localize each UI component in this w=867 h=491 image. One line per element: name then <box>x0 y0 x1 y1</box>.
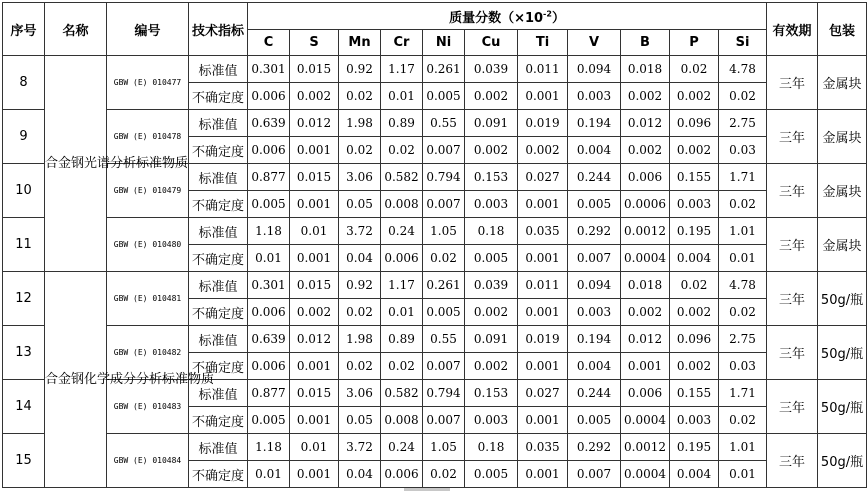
standard-value-cell: 0.012 <box>621 110 670 137</box>
standard-value-cell: 4.78 <box>719 272 767 299</box>
uncertainty-cell: 0.002 <box>465 137 518 164</box>
standard-value-cell: 0.92 <box>339 56 381 83</box>
standard-value-cell: 0.89 <box>381 326 423 353</box>
standard-value-cell: 1.01 <box>719 434 767 461</box>
header-code: 编号 <box>107 3 189 56</box>
element-header: B <box>621 30 670 56</box>
packaging-cell: 50g/瓶 <box>818 434 867 488</box>
header-row-1 <box>3 3 867 30</box>
uncertainty-cell: 0.002 <box>621 137 670 164</box>
uncertainty-label: 不确定度 <box>189 299 248 326</box>
uncertainty-cell: 0.01 <box>719 461 767 488</box>
standard-value-cell: 0.18 <box>465 218 518 245</box>
standard-value-cell: 1.71 <box>719 380 767 407</box>
standard-value-cell: 0.639 <box>248 326 290 353</box>
uncertainty-cell: 0.002 <box>670 137 719 164</box>
uncertainty-cell: 0.001 <box>518 245 568 272</box>
uncertainty-cell: 0.005 <box>423 299 465 326</box>
standard-value-label: 标准值 <box>189 218 248 245</box>
table-row <box>3 218 867 245</box>
validity-cell: 三年 <box>767 434 818 488</box>
validity-cell: 三年 <box>767 326 818 380</box>
uncertainty-cell: 0.004 <box>670 461 719 488</box>
standard-value-cell: 1.18 <box>248 218 290 245</box>
element-header: S <box>290 30 339 56</box>
material-code: GBW (E) 010483 <box>107 380 189 434</box>
standard-value-cell: 1.01 <box>719 218 767 245</box>
standard-value-cell: 0.261 <box>423 56 465 83</box>
standard-value-cell: 0.877 <box>248 164 290 191</box>
material-code: GBW (E) 010478 <box>107 110 189 164</box>
validity-cell: 三年 <box>767 218 818 272</box>
element-header: Cu <box>465 30 518 56</box>
standard-value-cell: 0.039 <box>465 56 518 83</box>
standard-value-cell: 1.18 <box>248 434 290 461</box>
standard-value-cell: 0.012 <box>290 110 339 137</box>
standard-value-cell: 0.582 <box>381 164 423 191</box>
standard-value-cell: 0.006 <box>621 164 670 191</box>
standard-value-cell: 0.794 <box>423 380 465 407</box>
uncertainty-cell: 0.002 <box>465 353 518 380</box>
table-row <box>3 326 867 353</box>
uncertainty-cell: 0.002 <box>621 83 670 110</box>
uncertainty-cell: 0.005 <box>465 245 518 272</box>
validity-cell: 三年 <box>767 272 818 326</box>
standard-value-cell: 0.02 <box>670 272 719 299</box>
standard-value-cell: 0.153 <box>465 380 518 407</box>
standard-value-cell: 1.71 <box>719 164 767 191</box>
uncertainty-cell: 0.002 <box>670 353 719 380</box>
uncertainty-cell: 0.002 <box>290 299 339 326</box>
standard-value-cell: 0.096 <box>670 326 719 353</box>
row-seq: 12 <box>3 272 45 326</box>
standard-value-cell: 2.75 <box>719 110 767 137</box>
standard-value-cell: 0.011 <box>518 56 568 83</box>
uncertainty-cell: 0.007 <box>568 245 621 272</box>
uncertainty-cell: 0.001 <box>290 461 339 488</box>
standard-value-cell: 0.24 <box>381 218 423 245</box>
uncertainty-cell: 0.001 <box>290 191 339 218</box>
uncertainty-cell: 0.04 <box>339 461 381 488</box>
uncertainty-cell: 0.02 <box>381 137 423 164</box>
uncertainty-cell: 0.001 <box>290 245 339 272</box>
standard-value-cell: 0.01 <box>290 218 339 245</box>
standard-value-cell: 0.096 <box>670 110 719 137</box>
standard-value-cell: 0.015 <box>290 380 339 407</box>
uncertainty-cell: 0.004 <box>670 245 719 272</box>
material-code: GBW (E) 010480 <box>107 218 189 272</box>
uncertainty-label: 不确定度 <box>189 137 248 164</box>
uncertainty-cell: 0.002 <box>465 83 518 110</box>
material-code: GBW (E) 010479 <box>107 164 189 218</box>
standard-value-cell: 0.012 <box>290 326 339 353</box>
standard-value-cell: 0.155 <box>670 164 719 191</box>
uncertainty-cell: 0.005 <box>248 191 290 218</box>
uncertainty-cell: 0.02 <box>719 299 767 326</box>
uncertainty-cell: 0.007 <box>423 353 465 380</box>
uncertainty-cell: 0.005 <box>568 191 621 218</box>
uncertainty-cell: 0.001 <box>290 353 339 380</box>
standard-value-cell: 0.0012 <box>621 218 670 245</box>
standard-value-cell: 0.195 <box>670 434 719 461</box>
standard-value-cell: 0.015 <box>290 272 339 299</box>
uncertainty-cell: 0.03 <box>719 137 767 164</box>
uncertainty-cell: 0.02 <box>719 407 767 434</box>
material-code: GBW (E) 010481 <box>107 272 189 326</box>
uncertainty-cell: 0.008 <box>381 407 423 434</box>
standard-value-label: 标准值 <box>189 380 248 407</box>
standard-value-cell: 3.06 <box>339 164 381 191</box>
standard-value-cell: 3.72 <box>339 434 381 461</box>
header-indicator: 技术指标 <box>189 3 248 56</box>
uncertainty-cell: 0.03 <box>719 353 767 380</box>
standard-value-cell: 1.05 <box>423 434 465 461</box>
standard-value-label: 标准值 <box>189 272 248 299</box>
validity-cell: 三年 <box>767 380 818 434</box>
uncertainty-cell: 0.005 <box>568 407 621 434</box>
uncertainty-cell: 0.01 <box>381 83 423 110</box>
uncertainty-cell: 0.006 <box>381 245 423 272</box>
standard-value-cell: 0.92 <box>339 272 381 299</box>
row-seq: 14 <box>3 380 45 434</box>
standard-value-cell: 0.155 <box>670 380 719 407</box>
standard-value-cell: 0.194 <box>568 110 621 137</box>
row-seq: 15 <box>3 434 45 488</box>
standard-value-cell: 0.639 <box>248 110 290 137</box>
uncertainty-cell: 0.001 <box>518 407 568 434</box>
uncertainty-cell: 0.003 <box>465 407 518 434</box>
uncertainty-cell: 0.005 <box>248 407 290 434</box>
uncertainty-label: 不确定度 <box>189 461 248 488</box>
uncertainty-cell: 0.001 <box>621 353 670 380</box>
uncertainty-cell: 0.02 <box>423 245 465 272</box>
standard-value-cell: 0.01 <box>290 434 339 461</box>
packaging-cell: 金属块 <box>818 110 867 164</box>
uncertainty-cell: 0.002 <box>518 137 568 164</box>
standard-value-label: 标准值 <box>189 56 248 83</box>
uncertainty-cell: 0.003 <box>465 191 518 218</box>
uncertainty-cell: 0.002 <box>465 299 518 326</box>
uncertainty-cell: 0.007 <box>568 461 621 488</box>
material-code: GBW (E) 010477 <box>107 56 189 110</box>
mass-fraction-exponent: -2 <box>543 9 552 19</box>
uncertainty-label: 不确定度 <box>189 83 248 110</box>
header-packaging: 包装 <box>818 3 867 56</box>
uncertainty-cell: 0.01 <box>719 245 767 272</box>
element-header: Ni <box>423 30 465 56</box>
uncertainty-cell: 0.007 <box>423 191 465 218</box>
standard-value-cell: 0.301 <box>248 56 290 83</box>
uncertainty-cell: 0.001 <box>518 83 568 110</box>
element-header: C <box>248 30 290 56</box>
row-seq: 10 <box>3 164 45 218</box>
standard-value-cell: 0.015 <box>290 164 339 191</box>
uncertainty-cell: 0.005 <box>423 83 465 110</box>
standard-value-label: 标准值 <box>189 110 248 137</box>
standard-value-cell: 3.72 <box>339 218 381 245</box>
standard-value-cell: 0.094 <box>568 56 621 83</box>
packaging-cell: 50g/瓶 <box>818 380 867 434</box>
standard-value-cell: 0.244 <box>568 380 621 407</box>
uncertainty-cell: 0.02 <box>339 353 381 380</box>
standard-value-cell: 0.018 <box>621 56 670 83</box>
standard-value-cell: 0.006 <box>621 380 670 407</box>
standard-value-cell: 0.035 <box>518 434 568 461</box>
standard-value-cell: 0.194 <box>568 326 621 353</box>
uncertainty-cell: 0.003 <box>670 191 719 218</box>
mass-fraction-close: ） <box>551 10 565 26</box>
standard-value-cell: 0.02 <box>670 56 719 83</box>
element-header: P <box>670 30 719 56</box>
uncertainty-cell: 0.05 <box>339 191 381 218</box>
standard-value-cell: 0.301 <box>248 272 290 299</box>
group-name: 合金钢光谱分析标准物质 <box>45 56 107 272</box>
standard-value-cell: 0.195 <box>670 218 719 245</box>
material-code: GBW (E) 010482 <box>107 326 189 380</box>
uncertainty-cell: 0.003 <box>568 299 621 326</box>
uncertainty-cell: 0.007 <box>423 137 465 164</box>
uncertainty-label: 不确定度 <box>189 191 248 218</box>
standard-value-cell: 1.17 <box>381 272 423 299</box>
uncertainty-cell: 0.0004 <box>621 245 670 272</box>
uncertainty-cell: 0.006 <box>248 353 290 380</box>
standard-value-cell: 0.0012 <box>621 434 670 461</box>
uncertainty-cell: 0.02 <box>381 353 423 380</box>
standard-value-cell: 0.015 <box>290 56 339 83</box>
packaging-cell: 金属块 <box>818 218 867 272</box>
validity-cell: 三年 <box>767 110 818 164</box>
element-header: Cr <box>381 30 423 56</box>
standard-value-cell: 0.18 <box>465 434 518 461</box>
table-row <box>3 56 867 83</box>
element-header: Mn <box>339 30 381 56</box>
standard-value-cell: 1.17 <box>381 56 423 83</box>
uncertainty-cell: 0.02 <box>719 83 767 110</box>
standard-value-cell: 0.018 <box>621 272 670 299</box>
row-seq: 11 <box>3 218 45 272</box>
standard-value-cell: 0.091 <box>465 110 518 137</box>
table-row <box>3 110 867 137</box>
standard-value-cell: 0.261 <box>423 272 465 299</box>
uncertainty-cell: 0.002 <box>670 299 719 326</box>
uncertainty-cell: 0.05 <box>339 407 381 434</box>
uncertainty-cell: 0.02 <box>719 191 767 218</box>
uncertainty-cell: 0.008 <box>381 191 423 218</box>
standard-value-cell: 3.06 <box>339 380 381 407</box>
uncertainty-cell: 0.02 <box>423 461 465 488</box>
uncertainty-cell: 0.003 <box>670 407 719 434</box>
standard-value-cell: 1.98 <box>339 326 381 353</box>
group-name: 合金钢化学成分分析标准物质 <box>45 272 107 488</box>
standard-value-label: 标准值 <box>189 326 248 353</box>
uncertainty-cell: 0.001 <box>290 407 339 434</box>
uncertainty-cell: 0.01 <box>381 299 423 326</box>
standard-value-cell: 0.019 <box>518 110 568 137</box>
standard-value-cell: 0.877 <box>248 380 290 407</box>
standard-value-cell: 0.292 <box>568 218 621 245</box>
header-validity: 有效期 <box>767 3 818 56</box>
standard-value-cell: 0.292 <box>568 434 621 461</box>
standard-value-cell: 0.027 <box>518 164 568 191</box>
validity-cell: 三年 <box>767 164 818 218</box>
element-header: V <box>568 30 621 56</box>
uncertainty-cell: 0.002 <box>621 299 670 326</box>
standard-value-cell: 0.153 <box>465 164 518 191</box>
standard-value-cell: 0.24 <box>381 434 423 461</box>
standard-value-cell: 4.78 <box>719 56 767 83</box>
uncertainty-cell: 0.006 <box>248 137 290 164</box>
uncertainty-cell: 0.002 <box>670 83 719 110</box>
standard-value-label: 标准值 <box>189 164 248 191</box>
uncertainty-cell: 0.006 <box>248 299 290 326</box>
uncertainty-cell: 0.0004 <box>621 407 670 434</box>
uncertainty-cell: 0.02 <box>339 299 381 326</box>
uncertainty-cell: 0.006 <box>381 461 423 488</box>
standard-value-cell: 0.89 <box>381 110 423 137</box>
table-row <box>3 434 867 461</box>
standard-value-cell: 0.012 <box>621 326 670 353</box>
standard-value-cell: 0.582 <box>381 380 423 407</box>
element-header: Si <box>719 30 767 56</box>
standard-value-cell: 0.011 <box>518 272 568 299</box>
uncertainty-cell: 0.0006 <box>621 191 670 218</box>
standard-value-cell: 1.98 <box>339 110 381 137</box>
standard-value-cell: 0.019 <box>518 326 568 353</box>
uncertainty-cell: 0.001 <box>290 137 339 164</box>
uncertainty-cell: 0.01 <box>248 245 290 272</box>
material-code: GBW (E) 010484 <box>107 434 189 488</box>
uncertainty-cell: 0.004 <box>568 353 621 380</box>
standard-value-cell: 0.55 <box>423 110 465 137</box>
uncertainty-cell: 0.001 <box>518 353 568 380</box>
table-row <box>3 272 867 299</box>
uncertainty-cell: 0.007 <box>423 407 465 434</box>
standard-value-cell: 0.094 <box>568 272 621 299</box>
standard-value-cell: 0.035 <box>518 218 568 245</box>
header-mass-fraction <box>248 3 767 30</box>
uncertainty-cell: 0.001 <box>518 191 568 218</box>
uncertainty-cell: 0.004 <box>568 137 621 164</box>
packaging-cell: 50g/瓶 <box>818 326 867 380</box>
standard-value-cell: 0.244 <box>568 164 621 191</box>
standard-value-cell: 0.091 <box>465 326 518 353</box>
uncertainty-cell: 0.02 <box>339 137 381 164</box>
uncertainty-cell: 0.001 <box>518 299 568 326</box>
standard-value-cell: 0.55 <box>423 326 465 353</box>
uncertainty-cell: 0.003 <box>568 83 621 110</box>
uncertainty-label: 不确定度 <box>189 353 248 380</box>
uncertainty-cell: 0.006 <box>248 83 290 110</box>
uncertainty-cell: 0.01 <box>248 461 290 488</box>
header-seq: 序号 <box>3 3 45 56</box>
packaging-cell: 50g/瓶 <box>818 272 867 326</box>
header-name: 名称 <box>45 3 107 56</box>
uncertainty-label: 不确定度 <box>189 407 248 434</box>
standard-value-cell: 0.039 <box>465 272 518 299</box>
uncertainty-cell: 0.02 <box>339 83 381 110</box>
packaging-cell: 金属块 <box>818 164 867 218</box>
uncertainty-cell: 0.04 <box>339 245 381 272</box>
standard-materials-table <box>2 2 867 488</box>
standard-value-cell: 2.75 <box>719 326 767 353</box>
standard-value-cell: 1.05 <box>423 218 465 245</box>
row-seq: 9 <box>3 110 45 164</box>
uncertainty-label: 不确定度 <box>189 245 248 272</box>
validity-cell: 三年 <box>767 56 818 110</box>
mass-fraction-title: 质量分数（×10 <box>449 10 544 26</box>
standard-value-label: 标准值 <box>189 434 248 461</box>
uncertainty-cell: 0.002 <box>290 83 339 110</box>
uncertainty-cell: 0.001 <box>518 461 568 488</box>
uncertainty-cell: 0.0004 <box>621 461 670 488</box>
row-seq: 8 <box>3 56 45 110</box>
uncertainty-cell: 0.005 <box>465 461 518 488</box>
packaging-cell: 金属块 <box>818 56 867 110</box>
element-header: Ti <box>518 30 568 56</box>
row-seq: 13 <box>3 326 45 380</box>
standard-value-cell: 0.794 <box>423 164 465 191</box>
standard-value-cell: 0.027 <box>518 380 568 407</box>
